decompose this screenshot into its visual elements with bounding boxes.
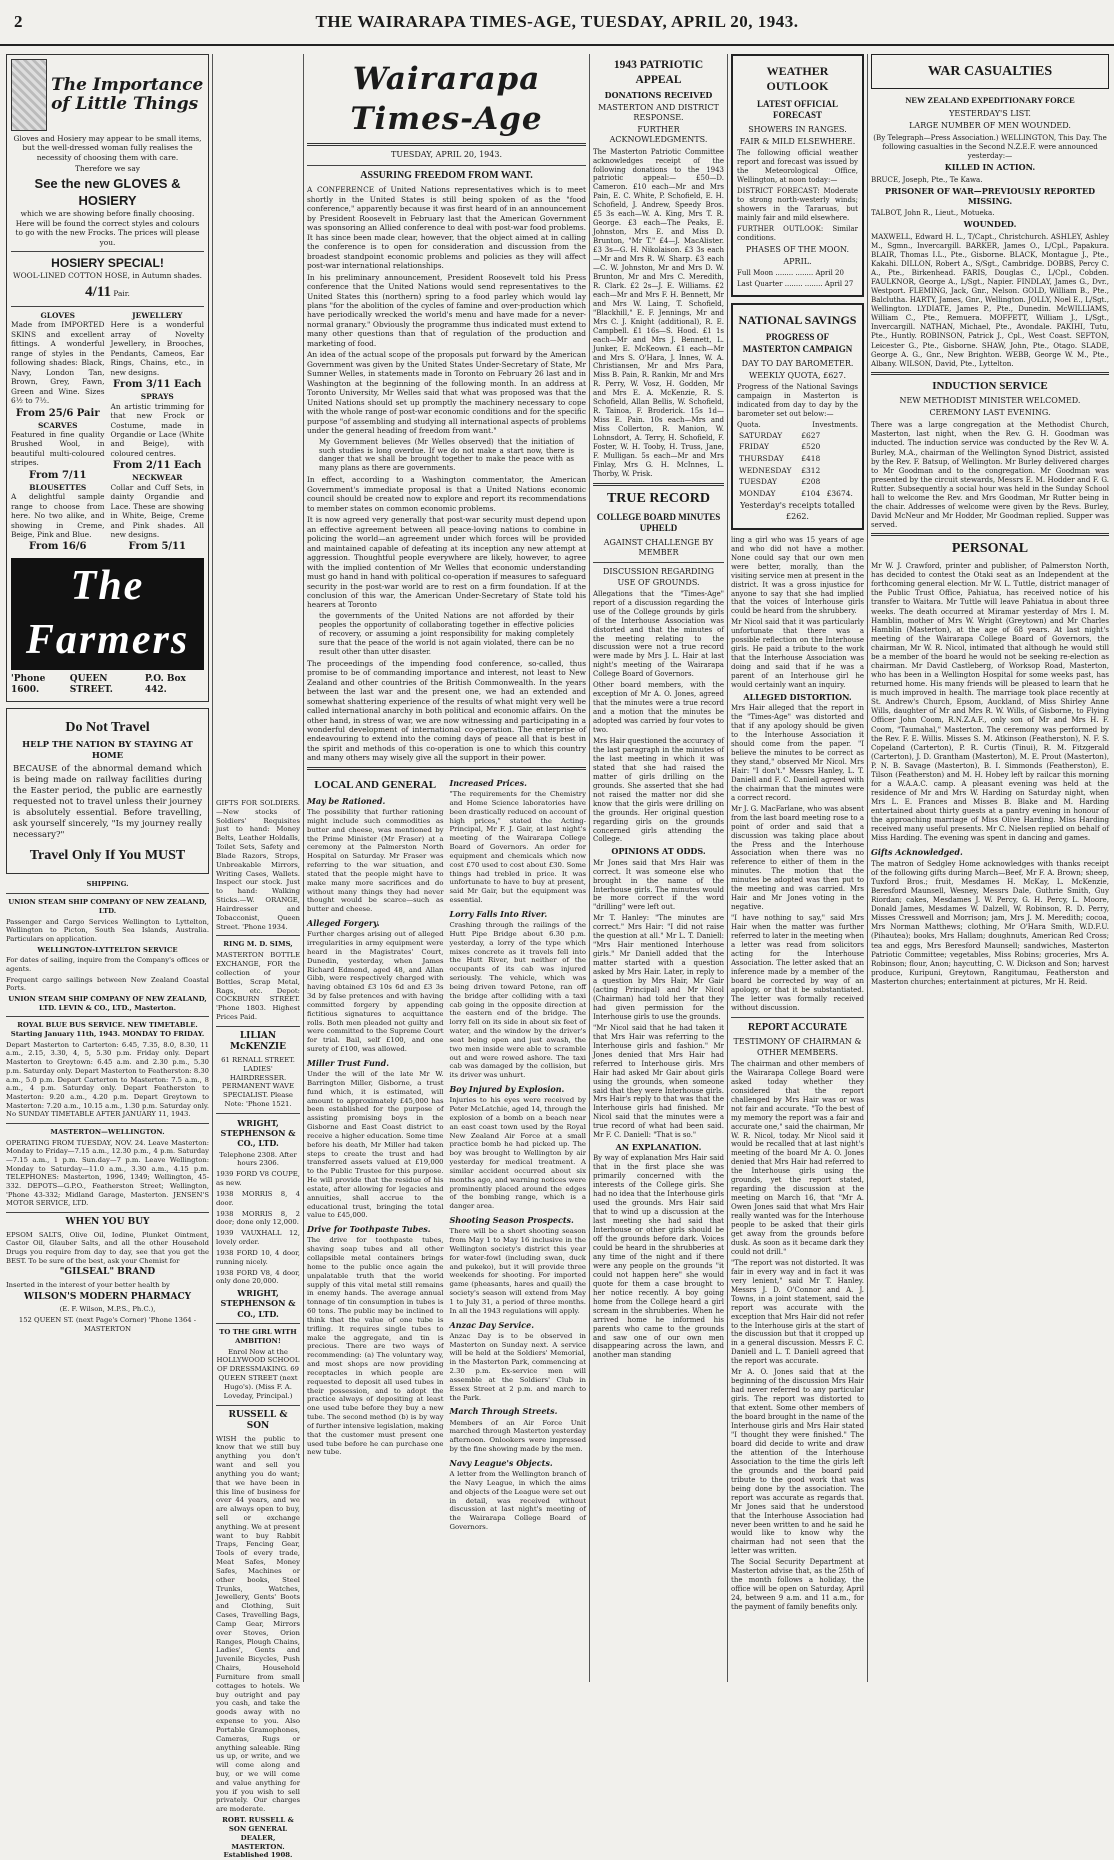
- moon-heading: PHASES OF THE MOON.: [745, 244, 850, 254]
- college-board-heading: COLLEGE BOARD MINUTES UPHELD: [596, 511, 721, 534]
- ambition-title: TO THE GIRL WITH AMBITION!: [219, 1327, 297, 1345]
- pharmacy-address: 152 QUEEN ST. (next Page's Corner) 'Phone 1364 - MASTERTON: [18, 1315, 197, 1333]
- gifts-soldiers-ad: GIFTS FOR SOLDIERS.—New stocks of Soldiers' Requisites just to hand: Money Belts, Leather Holdalls, Toilet Sets, Safety and Blade Razors, Strops, Unbreakable Mirrors, Writing Cases, Wallets. Inspect our stock. Just to hand: Walking Sticks.—W. ORANGE, Hairdresser and Tobacconist, Queen Street. 'Phone 1934.: [216, 799, 300, 931]
- table-row: [737, 430, 858, 442]
- editorial-quote: the governments of the United Nations are not afforded by their peoples the opportunity of collaborating together in effective policies of recovery, or assuming a joint responsibility for making completely sure that the peace of the world is not again violated, there can be no result other than utter disaster.: [319, 611, 574, 656]
- jewellery-text: Here is a wonderful array of Novelty Jewellery, in Brooches, Pendants, Cameos, Ear Rings, Chains, etc., in new designs.: [110, 320, 204, 377]
- sprays-text: An artistic trimming for that new Frock or Costume, made in Organdie or Lace (White and Beige), with coloured centres.: [110, 401, 204, 458]
- explanation-heading: AN EXPLANATION.: [615, 1142, 702, 1153]
- local-item-text: Crashing through the railings of the Hutt Pipe Bridge about 6.30 p.m. yesterday, a lorry of the type which mixes concrete as it travels fell into the Hutt River, but neither of the occupants of its cab was injured seriously. The vehicle, which was being driven toward Petone, ran off the bridge after colliding with a taxi cab going in the opposite direction at the eastern end of the bridge. The lorry fell on its side in about six feet of water, and the window by the driver's seat being open and just awash, the two men inside were able to scramble out and were rowed ashore. The taxi cab was damaged by the collision, but its driver was unhurt.: [449, 921, 586, 1080]
- local-item-heading: Increased Prices.: [449, 777, 527, 788]
- day-cell: WEDNESDAY: [739, 465, 792, 475]
- alleged-heading: ALLEGED DISTORTION.: [743, 691, 852, 702]
- local-item-heading: Lorry Falls Into River.: [449, 908, 548, 919]
- article-paragraph: Mrs Hair alleged that the report in the "Times-Age" was distorted and that if any apology should be given to the Interhouse Association it should come from the paper. "I believe the minutes to be correct as they stand," observed Mr Nicol. Mrs Hair: "I don't." Messrs Hanley, L. T. Daniell and F. C. Daniell agreed with the chairman that the minutes were a correct record.: [731, 704, 864, 802]
- column-casualties-personal: [871, 54, 1109, 1682]
- induction-sub: NEW METHODIST MINISTER WELCOMED.: [899, 395, 1081, 405]
- article-paragraph: Other board members, with the exception of Mr A. O. Jones, agreed that the minutes were a true record and a motion that the minutes be adopted was carried by four votes to two.: [593, 681, 724, 735]
- weather-title: WEATHER OUTLOOK: [766, 64, 829, 94]
- investment-cell: [825, 441, 858, 453]
- car-item: 1939 VAUXHALL 12, lovely order.: [216, 1229, 300, 1247]
- weather-text: The following official weather report and forecast was issued by the Meteorological Office, Wellington, at noon today:—: [737, 149, 858, 185]
- local-item-text: The possibility that further rationing might include such commodities as butter and cheese, was mentioned by the Prime Minister (Mr Fraser) at a ceremony at the Palmerston North Hospital on Saturday. Mr Fraser was referring to the war situation, and stated that the people might have to make many more sacrifices and do without many things they had never thought would be scarce—such as butter and cheese.: [307, 808, 444, 914]
- bottle-exchange-ad: MASTERTON BOTTLE EXCHANGE, FOR the collection of your Bottles, Scrap Metal, Rags, etc. Depot: COCKBURN STREET. 'Phone 1803. Highest Prices Paid.: [216, 951, 300, 1022]
- article-paragraph: The Social Security Department at Masterton advise that, as the 25th of the month follows a holiday, the office will be open on Saturday, April 24, between 9 a.m. and 11 a.m., for the payment of family benefits only.: [731, 1558, 864, 1612]
- report-accurate-title: REPORT ACCURATE: [747, 1021, 847, 1033]
- shipping-p1: Passenger and Cargo Services Wellington to Lyttelton, Wellington to Picton, South Sea Islands, Australia. Particulars on application.: [6, 917, 209, 943]
- column-small-ads: [216, 54, 300, 1860]
- weather-showers: SHOWERS IN RANGES.: [748, 124, 847, 134]
- local-item-heading: Shooting Season Prospects.: [449, 1215, 574, 1225]
- scarves-title: SCARVES: [37, 420, 78, 430]
- page-number: 2: [14, 12, 23, 31]
- challenge-heading: AGAINST CHALLENGE BY MEMBER: [603, 537, 714, 558]
- article-paragraph: Mr A. O. Jones said that at the beginning of the discussion Mrs Hair had never referred to any particular girls. The report was distorted to that extent. Some other members of the board brought in the name of the Interhouse girls and Mrs Hair stated "I thought they were finished." The board did decide to write and draw the attention of the Interhouse Association to the time the girls left the grounds and the board paid tribute to the good work that was being done by the association. The report was accurate as regards that. Mr Jones said that he understood that the Interhouse Association had never been written to and he said he would like to know why the chairman had not seen that the letter was written.: [731, 1368, 864, 1556]
- savings-total: Yesterday's receipts totalled £262.: [740, 501, 855, 521]
- ad-cta-pre: Therefore we say: [75, 164, 140, 174]
- article-paragraph: Mr Nicol said that it was particularly unfortunate that there was a possible reflection on the Interhouse girls. He paid a tribute to the work that the Interhouse Association was doing and said that if he was a parent of an Interhouse girl he would certainly want an inquiry.: [731, 618, 864, 690]
- war-casualties-box: [871, 54, 1109, 89]
- local-item-text: There will be a short shooting season from May 1 to May 16 inclusive in the Wellington society's district this year for water-fowl (including swan, duck and pukeko), but it will provide three weekends for shooting. For imported game (pheasants, hares and quail) the society's season will extend from May 1 to July 31, a period of three months. In all the 1943 regulations will apply.: [449, 1227, 586, 1315]
- wounded-heading: WOUNDED.: [963, 219, 1017, 230]
- car-item: 1938 FORD 10, 4 door, running nicely.: [216, 1248, 300, 1266]
- discussion-heading: DISCUSSION REGARDING USE OF GROUNDS.: [602, 567, 715, 587]
- moon-month: APRIL.: [783, 256, 812, 266]
- russell-footer: ROBT. RUSSELL & SON GENERAL DEALER, MASTERTON. Established 1908.: [222, 1816, 294, 1860]
- day-cell: SATURDAY: [739, 430, 783, 440]
- page-header: [0, 0, 1114, 46]
- savings-text: Progress of the National Savings campaign in Masterton is indicated from day to day by the barometer set out below:—: [737, 382, 858, 418]
- gilseal-brand: "GILSEAL" BRAND: [59, 1267, 156, 1278]
- neckwear-text: Collar and Cuff Sets, in dainty Organdie and Lace. These are showing in White, Beige, Creme and Pink shades. All new designs.: [110, 482, 204, 539]
- article-paragraph: Mr J. G. MacFarlane, who was absent from the last board meeting rose to a point of order and said that a discussion was taking place about the Press and the Interhouse Association when there was no reference to either of them in the minutes. The motion that the minutes be adopted was then put to the meeting and was carried. Mrs Hair and Mr Jones voting in the negative.: [731, 804, 864, 912]
- gloves-text: Made from IMPORTED SKINS and excellent fittings. A wonderful range of styles in the following shades: Black, Navy, London Tan, Brown, Grey, Fawn, Green and Wine. Sizes 6½ to 7½.: [11, 320, 105, 406]
- local-item-text: Under the will of the late Mr W. Barrington Miller, Gisborne, a trust fund which, it is estimated, will amount to approximately £45,000 has been established for the purpose of assisting promising boys in the Gisborne and East Coast district to receive a higher education. Some time before his death, Mr Miller had taken steps to create the trust and had transferred assets valued at £19,000 to the Public Trustee for this purpose. He will provide that the residue of his estate, after allowing for legacies and annuities, shall accrue to the educational trust, bringing the total value to £45,000.: [307, 1070, 444, 1220]
- prisoner-text: TALBOT, John R., Lieut., Motueka.: [871, 208, 995, 218]
- patriotic-body: The Masterton Patriotic Committee acknowledges receipt of the following donations to the 1943 patriotic appeal:— £50—D. Cameron. £10 each—Mr and Mrs Pain, E. C. White, P. Schofield, E. H. Schofield, J. Andrew, Speedy Bros. £5 3s each—W. A. King, Mrs T. R. George. £3 each—The Peaks, E. Johnston, Mrs E. and Miss D. Brunton, "Mr T." £4—J. MacAlister. £3 3s—G. H. Nikolaison. £3 3s each—Mr and Mrs R. W. Sharp. £3 each—C. W. Johnston, Mr and Mrs D. W. Brunton, Mr and Mrs C. Meredith, R. Clark. £2 2s—J. E. Williams. £2 each—Mr and Mrs F. H. Bennett, Mr and Mrs W. Laing, T. Schofield, "Blackhill," E. F. Jennings, Mr and Mrs C. J. Knight (additional), R. E. Campbell. £1 16s—S. Hood. £1 1s each—Mr and Mrs J. Bennett, L. Junker, E. McKeown. £1 each—Mr and Mrs S. O'Hara, J. Innes, W. A. Christiansen, Mr and Mrs Para, Miss B. Pain, R. Rankin, Mr and Mrs R. Perry, W. Vosz, H. Godden, Mr and Mrs E. A. McKenzie, R. S. Schofield, Allan Bellis, W. Schofield, R. Tainoa, F. Broderick. 15s 1d—Miss E. Pain. 10s each—Mrs and Miss Collerton, R. Manion, W. Lohnsdort, A. Terry, H. Schofield, F. Foster, W. H. Tooby, H. Truss, Jane, F. Mulligan. 5s each—Mr and Mrs Finlay, Mrs G. H. McInnes, L. Thorby, W. Prisk.: [593, 147, 724, 478]
- travel-title: Do Not Travel: [65, 719, 150, 735]
- editorial-title: ASSURING FREEDOM FROM WANT.: [360, 169, 533, 181]
- wright-title: WRIGHT, STEPHENSON & CO., LTD.: [220, 1117, 296, 1149]
- investment-cell: £3674.: [826, 488, 853, 498]
- quota-cell: £312: [801, 465, 821, 475]
- quota-cell: £627: [801, 430, 821, 440]
- blousettes-text: A delightful sample range to choose from here. No two alike, and showing in Creme, Beige, Pink and Blue.: [11, 492, 105, 539]
- newspaper-title: Wairarapa Times-Age: [350, 61, 543, 137]
- quota-cell: £104: [801, 488, 821, 498]
- investment-cell: [825, 453, 858, 465]
- patriotic-sub3: FURTHER ACKNOWLEDGMENTS.: [609, 125, 708, 145]
- casualties-title: WAR CASUALTIES: [927, 64, 1053, 79]
- investments-header: Investments.: [812, 420, 858, 429]
- pharmacy-owner: (E. F. Wilson, M.P.S., Ph.C.),: [59, 1305, 156, 1314]
- gifts-heading: Gifts Acknowledged.: [871, 846, 963, 857]
- jewellery-price: From 3/11 Each: [113, 379, 202, 391]
- article-paragraph: Mrs Hair questioned the accuracy of the last paragraph in the minutes of the last meeting in which it was stated that she had raised the matter of girls drilling on the grounds. She asserted that she had not raised the matter nor did she know that the girls were drilling on the grounds. Her original question regarding girls on the grounds concerned girls attending the College.: [593, 737, 724, 844]
- shipping-p2: For dates of sailing, inquire from the Company's offices or agents.: [6, 956, 209, 973]
- weather-box: [731, 54, 864, 297]
- personal-text: Mr W. J. Crawford, printer and publisher, of Palmerston North, has decided to contest the Otaki seat as an Independent at the forthcoming general election. Mr W. L. Tuttle, district manager of the Public Trust Office, Pahiatua, has received notice of his transfer to Waitara. Mr Tuttle will leave Pahiatua in about three weeks. The death occurred at Miramar yesterday of Mrs I. M. Hamblin, mother of Mrs W. Wright (Greytown) and Mr Charles Hamblin (Masterton), at the age of 68 years. At last night's meeting of the Wairarapa College Board of Governors, the chairman, Mr W. R. Nicol, intimated that although he would still be a member of the board he would not be seeking re-election as chairman. Mr David Castleberg, of Worksop Road, Masterton, who has been in a Wellington Hospital for some weeks past, has returned home. His many friends will be pleased to learn that he is much improved in health. The marriage took place recently at St. Andrew's Church, Epsom, Auckland, of Miss Shirley Anne Wills, daughter of Mr and Mrs R. W. Wills, of Gisborne, to Flying Officer John Coom, R.N.Z.A.F., only son of Mr and Mrs H. F. Coom, "Taumahal," Masterton. The ceremony was performed by the Rev. F. E. Willis. Misses S. M. Atkinson (Featherston), N. F. S. Copeland (Carterton), P. R. Curtis (Tinui), R. M. Fitzgerald (Carterton), J. D. Grantham (Masterton), M. E. Prout (Masterton), P. N. B. Savage (Masterton), B. I. Simmonds (Featherston), E. Tilson (Featherston) and M. H. Hobey left by railcar this morning for a W.A.A.C. camp. A pleasant evening was held at the residence of Mr and Mrs W. Harding on Saturday night, when Mrs L. E. Frances and Misses B. Blake and M. Harding entertained about thirty guests at a pantry evening in honour of the approaching marriage of Miss Olive Harding. Miss Harding received many useful presents. Mr C. Nielsen replied on behalf of Miss Harding. The evening was spent in dancing and games.: [871, 561, 1109, 843]
- neckwear-price: From 5/11: [128, 541, 186, 553]
- scarves-price: From 7/11: [29, 469, 87, 481]
- ring-sims: RING M. D. SIMS,: [223, 940, 293, 949]
- savings-title: NATIONAL SAVINGS: [738, 313, 857, 328]
- shipping-p3: Frequent cargo sailings between New Zealand Coastal Ports.: [6, 975, 209, 993]
- local-item-text: Further charges arising out of alleged irregularities in army equipment were heard in the Magistrates' Court, Dunedin, yesterday, when James Richard Edmond, aged 48, and Allan Gibb, were respectively charged with having obtained £3 10s 6d and £3 3s 3d by false pretences and with having committed forgery by appending fictitious signatures to acquittance rolls. Both men pleaded not guilty and were committed to the Supreme Court for trial. Bail, self £100, and one surety of £100, was allowed.: [307, 930, 444, 1054]
- hosiery-unit: Pair.: [113, 288, 130, 298]
- casualties-sub: NEW ZEALAND EXPEDITIONARY FORCE: [905, 94, 1075, 105]
- neckwear-title: NECKWEAR: [132, 473, 183, 483]
- column-rule: [589, 54, 590, 1682]
- investment-cell: [825, 465, 858, 477]
- casualties-large: LARGE NUMBER OF MEN WOUNDED.: [909, 121, 1071, 131]
- newspaper-masthead-line: THE WAIRARAPA TIMES-AGE, TUESDAY, APRIL 20, 1943.: [315, 12, 799, 31]
- column-rule: [212, 54, 213, 1682]
- quota-cell: £418: [801, 453, 821, 463]
- shipping-company2: UNION STEAM SHIP COMPANY OF NEW ZEALAND, LTD. LEVIN & CO., LTD., Masterton.: [8, 995, 207, 1012]
- travel-notice: [6, 708, 209, 875]
- farmers-street: QUEEN STREET.: [69, 673, 113, 696]
- wounded-text: MAXWELL, Edward H. L., T/Capt., Christchurch. ASHLEY, Ashley M., Sgmn., Invercargill. BARKER, James O., L/Cpl., Papakura. BLAIR, Thomas I.L., Pte., Gisborne. BLACK, Montague J., Pte., Kakahi. DILLON, Robert A., S/Sgt., Cambridge. DOBBS, Percy C. A., Pte., Birkenhead. FARIS, Douglas C., L/Cpl., Cobden. FAULKNOR, George A., L/Sgt., Napier. FINDLAY, James G., Dvr., Westport. FLEMING, Jack, Gnr., Nelson. GOLD, William B., Pte., Balclutha. HARTY, James, Gnr., Wellington. JOLLY, Noel E., L/Sgt., Wellington. LYDIATE, James P., Pte., Dunedin. McWILLIAMS, William C., Pte., Remuera. MOFFETT, William J., L/Sgt., Invercargill. NATHAN, Michael, Pte., Avondale. PAKIHI, Tutu, Pte., Huntly. ROBINSON, Patrick J., Cpl., West Coast. SEFTON, Leicester G., Pte., Gisborne. SHAW, John, Pte., Otago. SLADE, George A. G., Gnr., New Brighton. WEBB, George W. M., Pte., Albany. WILSON, David, Pte., Lyttelton.: [871, 231, 1109, 368]
- travel-footer: Travel Only If You MUST: [29, 847, 186, 863]
- travel-body: BECAUSE of the abnormal demand which is being made on railway facilities during the Easter period, the public are earnestly requested not to travel unless their journey is absolutely essential. Before travelling, ask yourself sincerely, "Is my journey really necessary?": [13, 764, 202, 840]
- true-record-title: TRUE RECORD: [606, 490, 711, 506]
- national-savings-box: [731, 303, 864, 530]
- local-item-heading: March Through Streets.: [449, 1406, 558, 1417]
- ad-title: The Importance of Little Things: [51, 75, 204, 114]
- car-item: 1939 FORD V8 COUPE, as new.: [216, 1170, 300, 1188]
- russell-text: WISH the public to know that we still buy anything you don't want and sell you anything you do want; that we have been in this line of business for over 44 years, and we are always open to buy, sell or exchange anything. We at present want to buy Rabbit Traps, Fencing Gear, Tools of every trade, Meat Safes, Money Safes, Machines or other books, Steel Trunks, Watches, Jewellery, Gents' Boots and Clothing, Suit Cases, Travelling Bags, Camp Gear, Mirrors over Stoves, Orion Ranges, Plough Chains, Ladies', Gents and Juvenile Bicycles, Push Chairs, Household Furniture from small cottages to hotels. We buy outright and pay you cash, and take the goods away with no expense to you. Also Portable Gramophones, Cameras, Rugs or anything saleable. Ring us up, or write, and we will come along and buy, or we will come and value anything for you if you wish to sell privately. Our charges are moderate.: [216, 1434, 300, 1814]
- farmers-phone: 'Phone 1600.: [11, 673, 46, 696]
- local-item-text: Members of an Air Force Unit marched through Masterton yesterday afternoon. Onlookers were impressed by the fine showing made by the men.: [449, 1418, 586, 1454]
- wright-tel: Telephone 2308. After hours 2306.: [219, 1150, 297, 1168]
- casualties-list: YESTERDAY'S LIST.: [949, 108, 1031, 118]
- article-paragraph: Mr T. Hanley: "The minutes are correct." Mrs Hair: "I did not raise the question at all." Mr L. T. Daniell: "Mrs Hair mentioned Interhouse girls." Mr Daniell added that the matter started with a question asked by Mrs Hair. Later, in reply to a question by Mrs Hair, Mr Gair (acting Principal) and Mr Nicol (Chairman) had told her that they had given permission for the Interhouse girls to use the grounds.: [593, 914, 724, 1021]
- local-item-heading: Boy Injured by Explosion.: [449, 1084, 565, 1094]
- local-item-heading: Navy League's Objects.: [449, 1457, 553, 1468]
- investment-cell: [825, 430, 858, 442]
- local-item-text: A letter from the Wellington branch of the Navy League, in which the aims and objects of the League were set out in detail, was received without discussion at last night's meeting of the Wairarapa College Board of Governors.: [449, 1470, 586, 1532]
- table-row: [737, 441, 858, 453]
- table-row: [737, 453, 858, 465]
- savings-table: [737, 430, 858, 500]
- gloves-title: GLOVES: [40, 311, 76, 321]
- farmers-logo: The Farmers: [11, 558, 204, 670]
- day-cell: TUESDAY: [739, 477, 778, 487]
- opinions-heading: OPINIONS AT ODDS.: [611, 846, 706, 857]
- woman-illustration: [11, 59, 47, 131]
- table-row: [737, 476, 858, 488]
- rail-title: MASTERTON—WELLINGTON.: [50, 1127, 165, 1136]
- patriotic-sub1: DONATIONS RECEIVED: [604, 90, 713, 101]
- ceremony-heading: CEREMONY LAST EVENING.: [929, 408, 1051, 418]
- editorial-quote: My Government believes (Mr Welles observed) that the initiation of such studies is long overdue. If we do not make a start now, there is danger that we shall be brought together to make the peace with as many plans as there are governments.: [319, 437, 574, 473]
- local-item-heading: Anzac Day Service.: [449, 1319, 534, 1330]
- lilian-name: LILIAN McKENZIE: [230, 1030, 286, 1053]
- column-editorial: [307, 54, 586, 1682]
- moon-last-quarter: Last Quarter ........ ........ April 27: [737, 280, 854, 289]
- local-item-text: Anzac Day is to be observed in Masterton on Sunday next. A service will be held at the Soldiers' Memorial, in the Masterton Park, commencing at 2.30 p.m. Ex-service men will assemble at the Soldiers' Club in Essex Street at 2 p.m. and march to the Park.: [449, 1331, 586, 1402]
- lilian-text: 61 RENALL STREET. LADIES' HAIRDRESSER. PERMANENT WAVE SPECIALIST. Please Note: 'Phone 1521.: [221, 1055, 295, 1109]
- article-paragraph: "The report was not distorted. It was fair in every way and in fact it was very lenient," said Mr T. Hanley. Messrs J. D. O'Connor and A. J. Towns, in a joint statement, said the report was accurate with the exception that Mrs Hair did not refer to the Interhouse girls at the start of the discussion but that it cropped up in a general discussion. Messrs F. C. Daniell and L. T. Daniell agreed that the report was accurate.: [731, 1258, 864, 1366]
- farmers-box: P.O. Box 442.: [144, 673, 186, 696]
- editorial-paragraph: A CONFERENCE of United Nations representatives which is to meet shortly in the United States is still being spoken of as the "food conference," apparently because it was first heard of in an announcement by President Roosevelt in February last that the American Government was sponsoring an Allied conference to deal with post-war food problems. It has since been made clear, however, that the object aimed at in calling the conference is to open for consideration and discussion from the broadest standpoint economic problems and policies as they will affect post-war international relationships.: [307, 185, 586, 271]
- gifts-text: The matron of Sedgley Home acknowledges with thanks receipt of the following gifts during March—Beef, Mr F. A. Brown; sheep, Tuxford Bros.; fruit, Mesdames H. McKay, L. McKenzie, Beresford Maunsell, Wesney, Messrs Dale, Guthrie Smith, Guy Riordan; cakes, Mesdames J. W. Percy, G. H. Percy, L. Moore, Donald James, Mesdames W. Dalzell, W. Robinson, R. D. Perry, Misses Cresswell and Morrison; jam, Mrs J. M. Meredith; cocoa, Mrs Norman Matthews; clothing, Mr O'Hara Smith, W.D.F.U. (Pihautea); books, Mrs Hallam; doughnuts, American Red Cross; tea and eggs, Mrs Beresford Maunsell; sandwiches, Masterton Patriotic Committee; vegetables, Miss Robins; groceries, Mrs A. Robinson; flour, Anon; haycutting, C. W. Dickson and Son; harvest produce, Kuripuni, Greytown, Rangitumau, Featherston and Masterton churches; entertainment at pictures, Mr H. Reid.: [871, 858, 1109, 986]
- editorial-paragraph: The proceedings of the impending food conference, so-called, thus promise to be of commanding importance and interest, not least to New Zealand and other countries of the British Commonwealth. In the years between the last war and the present one, we had an extended and somewhat shattering experience of the results of what might very well be called international anarchy in both political and economic affairs. On the other hand, in stress of war, we are now witnessing and participating in a wonderful development of international co-operation. The enterprise of endeavouring to extend into the coming days of peace all that is best in the spirit and methods of this co-operation is one to which this country and many others may wisely give all the support in their power.: [307, 658, 586, 763]
- article-paragraph: By way of explanation Mrs Hair said that in the first place she was primarily concerned with the interests of the College girls. She had no idea that the Interhouse girls used the grounds. Mrs Hair said that to wind up a discussion at the last meeting she had said that Interhouse or other girls should be off the grounds before dark. Voices could be heard in the shrubberies at any time of the night and if there were any people on the grounds "it could not happen here" she would quote for them a case brought to her notice recently. A boy going home from the College heard a girl scream in the shrubberies. When he arrived home he informed his parents who came to the grounds and saw one of our own men disappearing across the lawn, and another man standing: [593, 1154, 724, 1360]
- savings-progress: PROGRESS OF MASTERTON CAMPAIGN: [742, 332, 853, 354]
- hosiery-line: WOOL-LINED COTTON HOSE, in Autumn shades.: [13, 271, 202, 281]
- bus-title: ROYAL BLUE BUS SERVICE. NEW TIMETABLE. Starting January 11th, 1943. MONDAY TO FRIDAY.: [10, 1021, 205, 1039]
- jewellery-title: JEWELLERY: [132, 311, 183, 321]
- article-paragraph: Mr Jones said that Mrs Hair was correct. It was someone else who brought in the name of the Interhouse girls. The minutes would be more correct if the word "drilling" were left out.: [593, 858, 724, 912]
- article-paragraph: ling a girl who was 15 years of age and who did not have a mother. None could say that our own men were better, morally, than the visiting service men at present in the district. It was a gross injustice for anyone to say that she had implied that the voices of Interhouse girls could be heard from the shrubbery.: [731, 535, 864, 616]
- savings-quota: WEEKLY QUOTA, £627.: [748, 370, 847, 380]
- quota-header: Quota.: [737, 420, 761, 429]
- column-weather-savings: [731, 54, 864, 1682]
- buy-title: WHEN YOU BUY: [65, 1217, 150, 1228]
- editorial-date: TUESDAY, APRIL 20, 1943.: [391, 150, 502, 160]
- hosiery-price: 4/11: [85, 283, 111, 300]
- column-patriotic-appeal: [593, 54, 724, 1682]
- local-item-text: "The requirements for the Chemistry and Home Science laboratories have been drastically reduced on account of high prices," stated the Acting-Principal, Mr F. J. Gair, at last night's meeting of the Wairarapa College Board of Governors. An order for equipment and chemicals which now cost £70 used to cost about £30. Some things had trebled in price. It was unfortunate to have to buy at present, said Mr Gair, but the equipment was essential.: [449, 790, 586, 905]
- sprays-price: From 2/11 Each: [113, 460, 202, 472]
- induction-title: INDUCTION SERVICE: [932, 379, 1048, 392]
- patriotic-title: 1943 PATRIOTIC APPEAL: [613, 59, 704, 86]
- killed-heading: KILLED IN ACTION.: [944, 162, 1036, 173]
- pharmacy-name: WILSON'S MODERN PHARMACY: [23, 1291, 192, 1302]
- quota-cell: £208: [801, 477, 821, 487]
- ad-body: Gloves and Hosiery may appear to be small items, but the well-dressed woman fully realises the necessity of choosing them with care.: [13, 134, 202, 162]
- shipping-title: SHIPPING.: [86, 880, 129, 889]
- article-paragraph: Allegations that the "Times-Age" report of a discussion regarding the use of the College grounds by girls of the Interhouse Association was distorted and that the minutes of the meeting relating to the discussion were not a true record were made by Mrs J. L. Hair at last night's meeting of the Wairarapa College Board of Governors.: [593, 589, 724, 679]
- weather-fair: FAIR & MILD ELSEWHERE.: [739, 136, 856, 146]
- local-item-heading: May be Rationed.: [307, 795, 386, 806]
- column-rule: [303, 54, 304, 1682]
- day-cell: THURSDAY: [739, 453, 784, 463]
- article-paragraph: The chairman and other members of the Wairarapa College Board were asked today whether they considered that the report challenged by Mrs Hair was or was not fair and accurate. "To the best of my memory the report was a fair and accurate one," said the chairman, Mr W. R. Nicol, today. Mr Nicol said it would be recalled that at last night's meeting of the board Mr A. O. Jones denied that Mrs Hair had referred to the Interhouse girls using the grounds, yet the report stated, regarding the discussion at the meeting on March 16, that "Mr A. Owen Jones said that what Mrs Hair really wanted was for the Interhouse people to be asked that their girls get away from the grounds before dusk. As soon as it became dark they could not drill.": [731, 1059, 864, 1256]
- shipping-route: WELLINGTON-LYTTELTON SERVICE: [37, 945, 178, 954]
- bus-timetable: Depart Masterton to Carterton: 6.45, 7.35, 8.0, 8.30, 11 a.m., 2.15, 3.30, 4, 5, 5.30 p.m. Friday only. Depart Masterton to Greytown: 6.45 a.m. and 2.30 p.m., 5.30 p.m. Saturday only. Depart Masterton to Featherston: 8.30 a.m., 5.0 p.m. Depart Carterton to Masterton: 7.5 a.m., 8 a.m., 4 p.m. Saturday only. Depart Featherston to Masterton: 9.20 a.m., 4.20 p.m. Depart Greytown to Masterton: 7.20 a.m., 10.15 a.m., 1.30 p.m. Saturday only. No SUNDAY TIMETABLE AFTER JANUARY 11, 1943.: [6, 1040, 209, 1119]
- weather-further: FURTHER OUTLOOK: Similar conditions.: [737, 224, 858, 242]
- gloves-price: From 25/6 Pair: [15, 407, 100, 419]
- column-advertisements: [6, 54, 209, 1682]
- car-item: 1938 FORD V8, 4 door, only done 20,000.: [216, 1268, 300, 1286]
- ad-cta-post: which we are showing before finally choosing. Here will be found the correct styles and colours to go with the new Frocks. The prices will please you.: [15, 209, 200, 247]
- day-cell: FRIDAY: [739, 442, 769, 452]
- blousettes-price: From 16/6: [29, 541, 87, 553]
- article-paragraph: "Mr Nicol said that he had taken it that Mrs Hair was referring to the Interhouse girls and fashion." Mr Jones denied that Mrs Hair had referred to Interhouse girls. Mrs Hair had asked Mr Gair about girls using the grounds, when someone said that they were Interhouse girls. Mrs Hair's reply to that was that the Interhouse girls had finished. Mr Nicol said that the minutes were a true record of what had been said. Mr F. C. Daniell: "That is so.": [593, 1023, 724, 1140]
- blousettes-title: BLOUSETTES: [29, 482, 87, 492]
- article-paragraph: "I have nothing to say," said Mrs Hair when the matter was further referred to later in the meeting when a letter was read from solicitors acting for the Interhouse Association. The letter asked that an inference made by a member of the board be corrected by way of an apology, or that it be substantiated. The letter was formally received without discussion.: [731, 914, 864, 1012]
- induction-text: There was a large congregation at the Methodist Church, Masterton, last night, when the Rev. G. H. Goodman was inducted. The induction service was conducted by the Rev W. A. Burley, M.A., chairman of the Wellington Synod District, assisted by the Rev. F. Batsup, of Wellington. Mr Burley delivered charges to Mr Goodman and to the congregation. Mr Goodman was presented by the circuit stewards, Messrs E. M. Hodder and F. G. Rutter. Subsequently a social hour was held in the Sunday School hall to welcome the Rev. and Mrs Goodman, Mr Rutter being in the chair. Addresses of welcome were given by the Revs. Burley, David McNeur and Mr Hodder, Mr Goodman replied. Supper was served.: [871, 420, 1109, 530]
- ad-cta: See the new GLOVES & HOSIERY: [34, 175, 181, 208]
- day-cell: MONDAY: [739, 488, 776, 498]
- car-item: 1938 MORRIS 8, 2 door; done only 12,000.: [216, 1209, 300, 1227]
- testimony-heading: TESTIMONY OF CHAIRMAN & OTHER MEMBERS.: [733, 1037, 862, 1057]
- ambition-text: Enrol Now at the HOLLYWOOD SCHOOL OF DRESSMAKING. 69 QUEEN STREET (next Hugo's). (Miss F. A. Loveday, Principal.): [216, 1347, 300, 1400]
- killed-text: BRUCE, Joseph, Pte., Te Kawa.: [871, 174, 983, 184]
- rail-text: OPERATING FROM TUESDAY, NOV. 24. Leave Masterton: Monday to Friday—7.15 a.m., 12.30 p.m., 4 p.m. Saturday—7.15 a.m., 1 p.m. Sun.day—7 p.m. Leave Wellington: Monday to Saturday—11.0 a.m., 3.30 a.m., 4.15 p.m. TELEPHONES: Masterton, 1996, 1349; Wellington, 45-332. DEPOTS—G.P.O., Featherston Street; Wellington, 'Phone 43-332; Midland Garage, Masterton. JENSEN'S MOTOR SERVICE, LTD.: [6, 1138, 209, 1208]
- weather-latest: LATEST OFFICIAL FORECAST: [757, 98, 838, 121]
- hosiery-title: HOSIERY SPECIAL!: [51, 256, 164, 270]
- brand-text: Inserted in the interest of your better health by: [6, 1280, 170, 1289]
- quota-cell: £520: [801, 442, 821, 452]
- buy-text: EPSOM SALTS, Olive Oil, Iodine, Plunket Ointment, Castor Oil, Glauber Salts, and all the other Household Drugs you require from day to day, see that you get the BEST. To be sure of the best, ask your Chemist for: [6, 1230, 209, 1265]
- column-rule: [727, 54, 728, 1682]
- editorial-paragraph: It is now agreed very generally that post-war security must depend upon an effective agreement between all peace-loving nations to combine in policing the world—an agreement under which forces will be provided and maintained capable of defeating at its inception any new attempt at aggression. Thoughtful people everywhere are likely, however, to agree with the implied contention of Mr Welles that economic understanding must go hand in hand with political co-operation if measures to safeguard security in the post-war world are to rest on a firm foundation. If at the conclusion of this war, the American Under-Secretary of State told his hearers at Toronto: [307, 515, 586, 610]
- moon-full: Full Moon ........ ........ April 20: [737, 269, 844, 278]
- wright-title-2: WRIGHT, STEPHENSON & CO., LTD.: [220, 1288, 296, 1319]
- investment-cell: [825, 476, 858, 488]
- scarves-text: Featured in fine quality Brushed Wool, in beautiful multi-coloured stripes.: [11, 429, 105, 468]
- local-general-title: LOCAL AND GENERAL: [314, 778, 437, 791]
- travel-subtitle: HELP THE NATION BY STAYING AT HOME: [22, 739, 193, 761]
- local-item-heading: Alleged Forgery.: [307, 918, 380, 929]
- russell-title: RUSSELL & SON: [228, 1409, 288, 1432]
- column-rule: [867, 54, 868, 1682]
- editorial-paragraph: In effect, according to a Washington commentator, the American Government's immediate proposal is that a United Nations economic council should be created now to explore and report its recommendations to member states on common economic problems.: [307, 475, 586, 513]
- local-item-text: The drive for toothpaste tubes, shaving soap tubes and all other collapsible metal containers brings home to the public once again the unpalatable truth that the world supply of this vital metal still remains in enemy hands. The average annual tonnage of tin consumption in tubes is 60 tons. The public may be inclined to think that the value of one tube is trifling. It requires single tubes to make the aggregate, and tin is precious. There are two ways of recommending: (a) The voluntary way, and most shops are now providing receptacles in which people are requested to deposit all used tubes in their possession, and to adopt the practice always of depositing at least one used tube before they buy a new tube. The second method (b) is by way of further intensive legislation, making that the customer must present one used tube before he can purchase one new tube.: [307, 1236, 444, 1457]
- casualties-telegraph: (By Telegraph—Press Association.) WELLINGTON, This Day. The following casualties in the Second N.Z.E.F. were announced yesterday:—: [873, 133, 1107, 161]
- editorial-paragraph: In his preliminary announcement, President Roosevelt told his Press conference that the United Nations would send representatives to the United States this (northern) spring to a food parley which would lay plans "for the abolition of the cycles of famine and over-production which have periodically wrecked the world's menu and have made for a never-normal granary." Obviously the programme thus indicated must extend to many other questions than that of regulation of the production and marketing of food.: [307, 272, 586, 348]
- car-item: 1938 MORRIS 8, 4 door.: [216, 1189, 300, 1207]
- table-row: [737, 488, 858, 500]
- local-item-heading: Drive for Toothpaste Tubes.: [307, 1224, 431, 1235]
- patriotic-sub2: MASTERTON AND DISTRICT RESPONSE.: [598, 102, 719, 122]
- personal-title: PERSONAL: [951, 541, 1029, 557]
- shipping-company: UNION STEAM SHIP COMPANY OF NEW ZEALAND, LTD.: [8, 898, 207, 915]
- local-item-heading: Miller Trust Fund.: [307, 1057, 389, 1068]
- savings-barometer: DAY TO DAY BAROMETER.: [741, 358, 854, 368]
- editorial-paragraph: An idea of the actual scope of the proposals put forward by the American Government was given by the United States Under-Secretary of State, Mr Sumner Welles, in statements made in Toronto on February 26 last and in Washington at the beginning of the following month. In an address at Toronto University, Mr Welles said that what was proposed was that the United Nations should set up promptly the machinery necessary to cope with the whole range of post-war economic conditions and for the specific purpose "of assembling and studying all international aspects of problems under the general heading of freedom from want.": [307, 350, 586, 436]
- table-row: [737, 465, 858, 477]
- weather-district: DISTRICT FORECAST: Moderate to strong north-westerly winds; showers in the Tararuas, but mainly fair and mild elsewhere.: [737, 187, 858, 222]
- sprays-title: SPRAYS: [140, 392, 174, 402]
- farmers-advertisement: [6, 54, 209, 702]
- local-item-text: Injuries to his eyes were received by Peter McLatchie, aged 14, through the explosion of a bomb on a beach near an east coast town used by the Royal New Zealand Air Force at a small practice bomb he had picked up. The boy was brought to Wellington by air yesterday for medical treatment. A similar accident occurred about six months ago, and warning notices were prominently placed around the edges of the bombing range, which is a danger area.: [449, 1096, 586, 1211]
- prisoner-heading: PRISONER OF WAR—PREVIOUSLY REPORTED MISSING.: [884, 185, 1096, 207]
